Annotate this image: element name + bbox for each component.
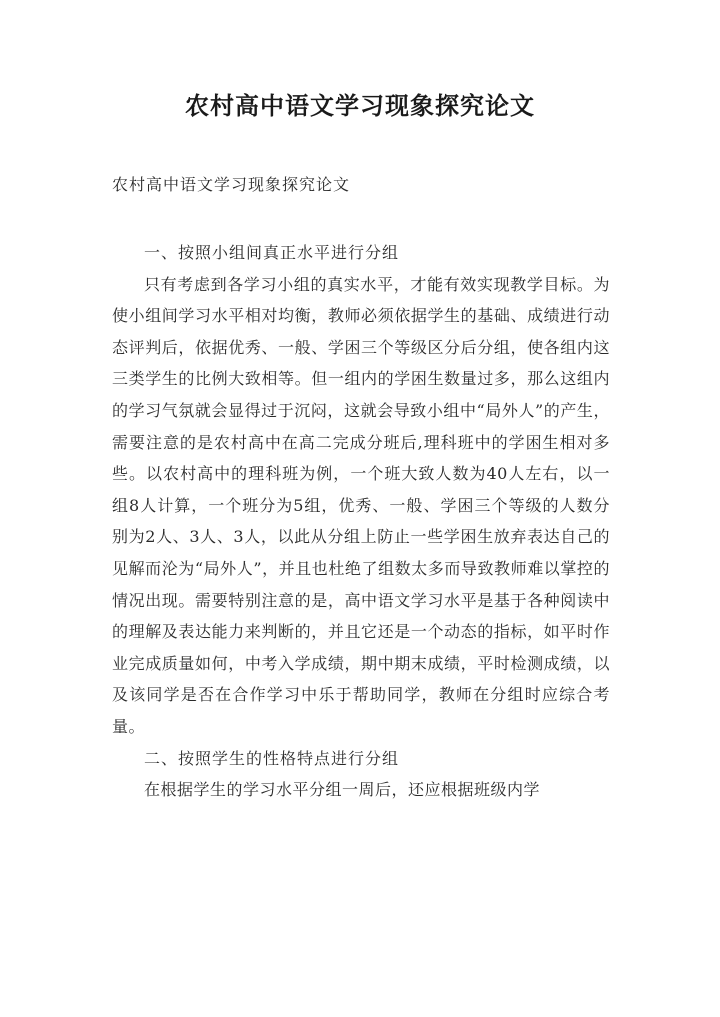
document-body <box>112 237 610 806</box>
section-paragraph: 只有考虑到各学习小组的真实水平，才能有效实现教学目标。为使小组间学习水平相对均衡，教师必须依据学生的基础、成绩进行动态评判后，依据优秀、一般、学困三个等级区分后分组，使各组内这三类学生的比例大致相等。但一组内的学困生数量过多，那么这组内的学习气氛就会显得过于沉闷，这就会导致小组中“局外人”的产生，需要注意的是农村高中在高二完成分班后,理科班中的学困生相对多些。以农村高中的理科班为例，一个班大致人数为40人左右，以一组8人计算，一个班分为5组，优秀、一般、学困三个等级的人数分别为2人、3人、3人，以此从分组上防止一些学困生放弃表达自己的见解而沦为“局外人”，并且也杜绝了组数太多而导致教师难以掌控的情况出现。需要特别注意的是，高中语文学习水平是基于各种阅读中的理解及表达能力来判断的，并且它还是一个动态的指标，如平时作业完成质量如何，中考入学成绩，期中期末成绩，平时检测成绩，以及该同学是否在合作学习中乐于帮助同学，教师在分组时应综合考量。 <box>112 274 610 736</box>
document-subtitle: 农村高中语文学习现象探究论文 <box>112 175 351 194</box>
section-heading: 一、按照小组间真正水平进行分组 <box>144 243 400 262</box>
document-title: 农村高中语文学习现象探究论文 <box>185 91 535 120</box>
section-heading: 二、按照学生的性格特点进行分组 <box>144 748 400 768</box>
section-paragraph: 在根据学生的学习水平分组一周后，还应根据班级内学 <box>144 780 541 800</box>
